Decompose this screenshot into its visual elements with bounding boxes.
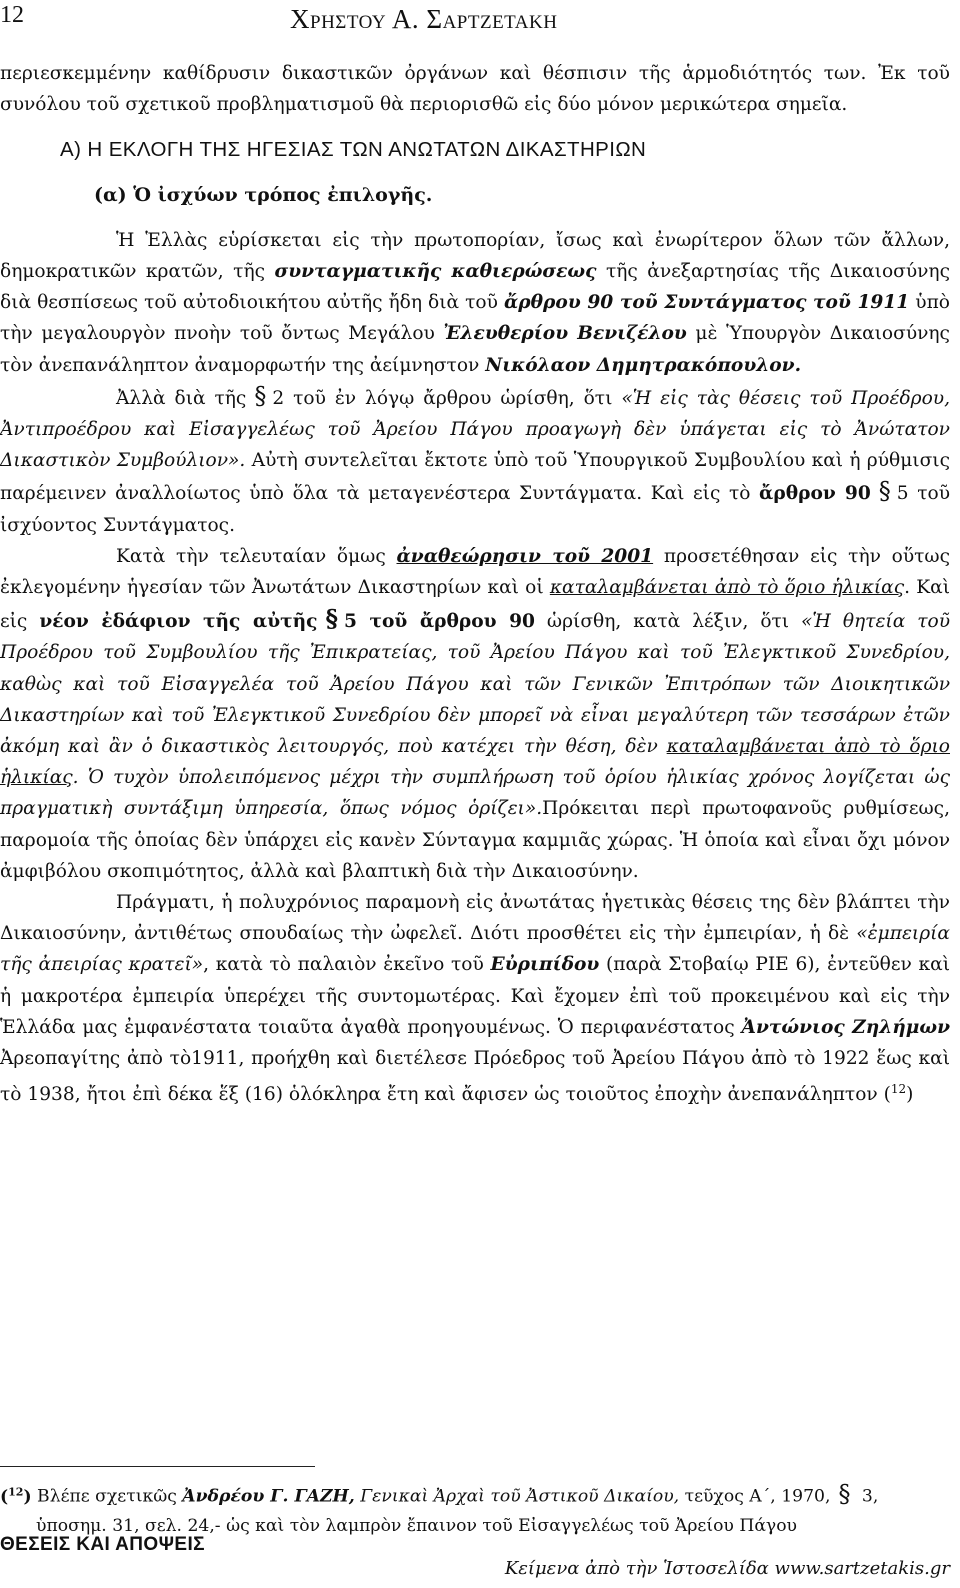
text-run: . Καὶ εἰς: [0, 577, 951, 633]
running-title: Χρηστου Α. Σαρτζετακη: [290, 4, 558, 34]
quote-run: «Ἡ θητεία τοῦ Προέδρου τοῦ Συμβουλίου τῆς Ἐπικρατείας, τοῦ Ἀρείου Πάγου καὶ τοῦ Ἐλεγκτικοῦ Συνεδρίου, καθὼς καὶ τοῦ Εἰσαγγελέα τοῦ Ἀρείου Πάγου καὶ τῶν Γενικῶν Ἐπιτρόπων τῶν Διοικητικῶν Δικαστηρίων καὶ τοῦ Ἐλεγκτικοῦ Συνεδρίου δὲν μπορεῖ νὰ εἶναι μεγαλύτερη τῶν τεσσάρων ἐτῶν ἀκόμη καὶ ἂν ὁ δικαστικὸς λειτουργός, ποὺ κατέχει τὴν θέση, δὲν: [0, 611, 951, 758]
paragraph-intro: περιεσκεμμένην καθίδρυσιν δικαστικῶν ὀργάνων καὶ θέσπισιν τῆς ἁρμοδιότητός των. Ἐκ τοῦ συνόλου τοῦ σχετικοῦ προβληματισμοῦ θὰ περιορισθῶ εἰς δύο μόνον μερικώτερα σημεῖα.: [0, 63, 950, 116]
footnote-reference[interactable]: 12: [890, 1082, 907, 1097]
text-run: Ἡ Ἑλλὰς εὑρίσκεται εἰς τὴν πρωτοπορίαν, ἴσως καὶ ἐνωρίτερον ὅλων τῶν ἄλλων, δημοκρατικῶν κρατῶν, τῆς: [0, 229, 950, 283]
footer-source: Κείμενα ἀπὸ τὴν Ἱστοσελίδα www.sartzetakis.gr: [504, 1558, 950, 1579]
emphasis-run: ἄρθρον 90: [759, 483, 871, 505]
emphasis-run: νέον ἐδάφιον τῆς αὐτῆς: [39, 611, 318, 633]
paragraph-4: [0, 887, 950, 1111]
emphasis-run: Νικόλαον Δημητρακόπουλον.: [485, 354, 802, 376]
text-run: ): [906, 1084, 914, 1106]
footnote: [0, 1477, 950, 1541]
quote-run: καταλαμβάνεται ἀπὸ τὸ ὅριο ἡλικίας: [0, 736, 950, 789]
text-run: μὲ Ὑπουργὸν Δικαιοσύνης τὸν ἀνεπανάληπτον ἀναμορφωτήν της ἀείμνηστον: [0, 323, 950, 376]
text-run: Αὐτὴ συντελεῖται ἔκτοτε ὑπὸ τοῦ Ὑπουργικοῦ Συμβουλίου καὶ ἡ ρύθμισις παρέμεινεν ἀναλλοίωτος ὑπὸ ὅλα τὰ μεταγενέστερα Συντάγματα. Καὶ εἰς τὸ: [0, 450, 950, 505]
footnote-marker-close: ): [23, 1486, 32, 1507]
subheading: (α) Ὁ ἰσχύων τρόπος ἐπιλογῆς.: [94, 183, 433, 206]
footnote-divider: [0, 1466, 315, 1467]
text-run: ὡρίσθη, κατὰ λέξιν, ὅτι: [534, 611, 802, 633]
footnote-marker-open: (: [0, 1486, 9, 1507]
text-run: 5 τοῦ ἰσχύοντος Συντάγματος.: [0, 483, 950, 536]
quote-run: . Ὁ τυχὸν ὑπολειπόμενος μέχρι τὴν συμπλήρωση τοῦ ὁρίου ἡλικίας χρόνος λογίζεται ὡς πραγματικὴ συντάξιμη ὑπηρεσία, ὅπως νόμος ὁρίζει».: [0, 767, 950, 820]
footer-series-title: ΘΕΣΕΙΣ ΚΑΙ ΑΠΟΨΕΙΣ: [0, 1534, 205, 1555]
text-run: προσετέθησαν εἰς τὴν οὕτως ἐκλεγομένην ἡγεσίαν τῶν Ἀνωτάτων Δικαστηρίων καὶ οἱ: [0, 545, 950, 599]
emphasis-run: ἄρθρου 90 τοῦ Συντάγματος τοῦ 1911: [503, 292, 910, 314]
emphasis-run: 5 τοῦ ἄρθρου 90: [344, 611, 535, 633]
quote-run: καταλαμβάνεται ἀπὸ τὸ ὅριο ἡλικίας: [549, 577, 905, 599]
paragraph-3: [0, 541, 950, 887]
section-sign: §: [325, 604, 339, 634]
text-run: Πρόκειται περὶ πρωτοφανοῦς ρυθμίσεως, παρομοία τῆς ὁποίας δὲν ὑπάρχει εἰς κανὲν Σύνταγμα καμμιᾶς χώρας. Ἡ ὁποία καὶ εἶναι ὄχι μόνον ἀμφιβόλου σκοπιμότητος, ἀλλὰ καὶ βλαπτικὴ διὰ τὴν Δικαιοσύνην.: [0, 798, 950, 882]
section-sign: §: [254, 381, 267, 410]
text-run: 2 τοῦ ἐν λόγῳ ἄρθρου ὡρίσθη, ὅτι: [272, 387, 622, 409]
emphasis-run: Ἀντώνιος Ζηλήμων: [741, 1016, 950, 1038]
section-sign: §: [838, 1479, 851, 1508]
section-sign: §: [878, 477, 891, 506]
paragraph-2: [0, 381, 950, 541]
emphasis-run: συνταγματικῆς καθιερώσεως: [274, 261, 597, 283]
quote-run: «ἐμπειρία τῆς ἀπειρίας κρατεῖ»: [0, 923, 950, 976]
footnote-continuation: ὑποσημ. 31, σελ. 24,- ὡς καὶ τὸν λαμπρὸν ἔπαινον τοῦ Εἰσαγγελέως τοῦ Ἀρείου Πάγου: [36, 1515, 798, 1536]
quote-run: «Ἡ εἰς τὰς θέσεις τοῦ Προέδρου, Ἀντιπροέδρου καὶ Εἰσαγγελέως τοῦ Ἀρείου Πάγου προαγωγὴ δὲν ὑπάγεται εἰς τὸ Ἀνώτατον Δικαστικὸν Συμβούλιον».: [0, 387, 950, 472]
text-run: Βλέπε σχετικῶς: [31, 1486, 183, 1507]
page-number: 12: [0, 2, 24, 28]
emphasis-run: Ἐλευθερίου Βενιζέλου: [443, 323, 687, 345]
footnote-marker-number: 12: [8, 1485, 24, 1498]
quote-run: Γενικαὶ Ἀρχαὶ τοῦ Ἀστικοῦ Δικαίου,: [354, 1486, 680, 1507]
footnote-marker: [0, 1487, 32, 1507]
text-run: Κατὰ τὴν τελευταίαν ὅμως: [116, 545, 397, 567]
text-run: , κατὰ τὸ παλαιὸν ἐκεῖνο τοῦ: [203, 954, 491, 976]
text-run: ὑπὸ τὴν μεγαλουργὸν πνοὴν τοῦ ὄντως Μεγάλου: [0, 292, 950, 345]
text-run: Ἀρεοπαγίτης ἀπὸ τὸ1911, προήχθη καὶ διετέλεσε Πρόεδρος τοῦ Ἀρείου Πάγου ἀπὸ τὸ 1922 ἕως καὶ τὸ 1938, ἤτοι ἐπὶ δέκα ἕξ (16) ὁλόκληρα ἔτη καὶ ἄφισεν ὡς τοιοῦτος ἐποχὴν ἀνεπανάληπτον (: [0, 1048, 950, 1106]
footnote-line: [0, 1477, 950, 1512]
body-text: [0, 58, 950, 1111]
text-run: τῆς ἀνεξαρτησίας τῆς Δικαιοσύνης διὰ θεσπίσεως τοῦ αὐτοδιοικήτου αὐτῆς ἤδη διὰ τοῦ: [0, 261, 950, 314]
text-run: 3,: [856, 1486, 879, 1507]
section-heading: Α) Η ΕΚΛΟΓΗ ΤΗΣ ΗΓΕΣΙΑΣ ΤΩΝ ΑΝΩΤΑΤΩΝ ΔΙΚΑΣΤΗΡΙΩΝ: [60, 138, 647, 162]
text-run: Ἀλλὰ διὰ τῆς: [116, 387, 247, 409]
emphasis-run: ἀναθεώρησιν τοῦ 2001: [396, 545, 654, 567]
text-run: (παρὰ Στοβαίῳ ΡΙΕ 6), ἐντεῦθεν καὶ ἡ μακροτέρα ἐμπειρία ὑπερέχει τῆς συντομωτέρας. Καὶ ἔχομεν ἐπὶ τοῦ προκειμένου καὶ εἰς τὴν Ἑλλάδα μας ἐμφανέστατα τοιαῦτα ἀγαθὰ προηγουμένως. Ὁ περιφανέστατος: [0, 954, 950, 1038]
emphasis-run: Ἀνδρέου Γ. ΓΑΖΗ,: [182, 1486, 355, 1507]
emphasis-run: Εὐριπίδου: [490, 954, 600, 976]
page-header: [0, 0, 960, 40]
paragraph-1: [0, 225, 950, 381]
text-run: τεῦχος Α΄, 1970,: [679, 1486, 831, 1507]
text-run: Πράγματι, ἡ πολυχρόνιος παραμονὴ εἰς ἀνωτάτας ἡγετικὰς θέσεις της δὲν βλάπτει τὴν Δικαιοσύνην, ἀντιθέτως σπουδαίως τὴν ὠφελεῖ. Διότι προσθέτει εἰς τὴν ἐμπειρίαν, ἡ δὲ: [0, 892, 950, 945]
